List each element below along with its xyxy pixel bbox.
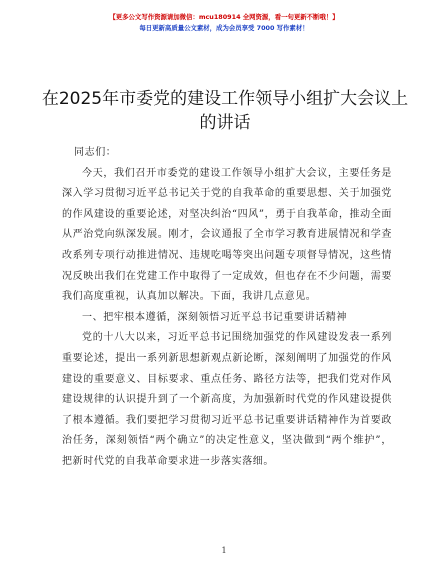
body-paragraph-1: 今天，我们召开市委党的建设工作领导小组扩大会议，主要任务是深入学习贯彻习近平总书记关于党的自我革命的重要思想、关于加强党的作风建设的重要论述，对坚决纠治“四风”，勇于自我革命，推动全面从严治党向纵深发展。刚才，会议通报了全市学习教育进展情况和学查改系列专项行动推进情况、违规吃喝等突出问题专项督导情况，这些情况反映出我们在党建工作中取得了一定成效，但也存在不少问题，需要我们高度重视，认真加以解决。下面，我讲几点意见。 xyxy=(62,167,392,303)
promo-banner xyxy=(0,12,448,34)
section-heading-1: 一、把牢根本遵循，深刻领悟习近平总书记重要讲话精神 xyxy=(82,311,347,323)
document-body xyxy=(62,143,392,473)
body-paragraph-2: 党的十八大以来，习近平总书记围绕加强党的作风建设发表一系列重要论述，提出一系列新思想新观点新论断，深刻阐明了加强党的作风建设的重要意义、目标要求、重点任务、路径方法等，把我们党对作风建设规律的认识提升到了一个新高度，为加强新时代党的作风建设提供了根本遵循。我们要把学习贯彻习近平总书记重要讲话精神作为首要政治任务，深刻领悟“两个确立”的决定性意义，坚决做到“两个维护”，把新时代党的自我革命要求进一步落实落细。 xyxy=(62,332,392,467)
promo-banner-line-2: 每日更新高质量公文素材，成为会员享受 7000 写作素材！ xyxy=(139,24,309,32)
salutation: 同志们： xyxy=(74,147,117,158)
document-title: 在2025年市委党的建设工作领导小组扩大会议上的讲话 xyxy=(41,89,409,133)
promo-banner-line-1: 【更多公文写作资源请加微信：mcu180914 全网资源，看一句更新不断哦！】 xyxy=(109,13,339,21)
page-number: 1 xyxy=(221,546,227,555)
